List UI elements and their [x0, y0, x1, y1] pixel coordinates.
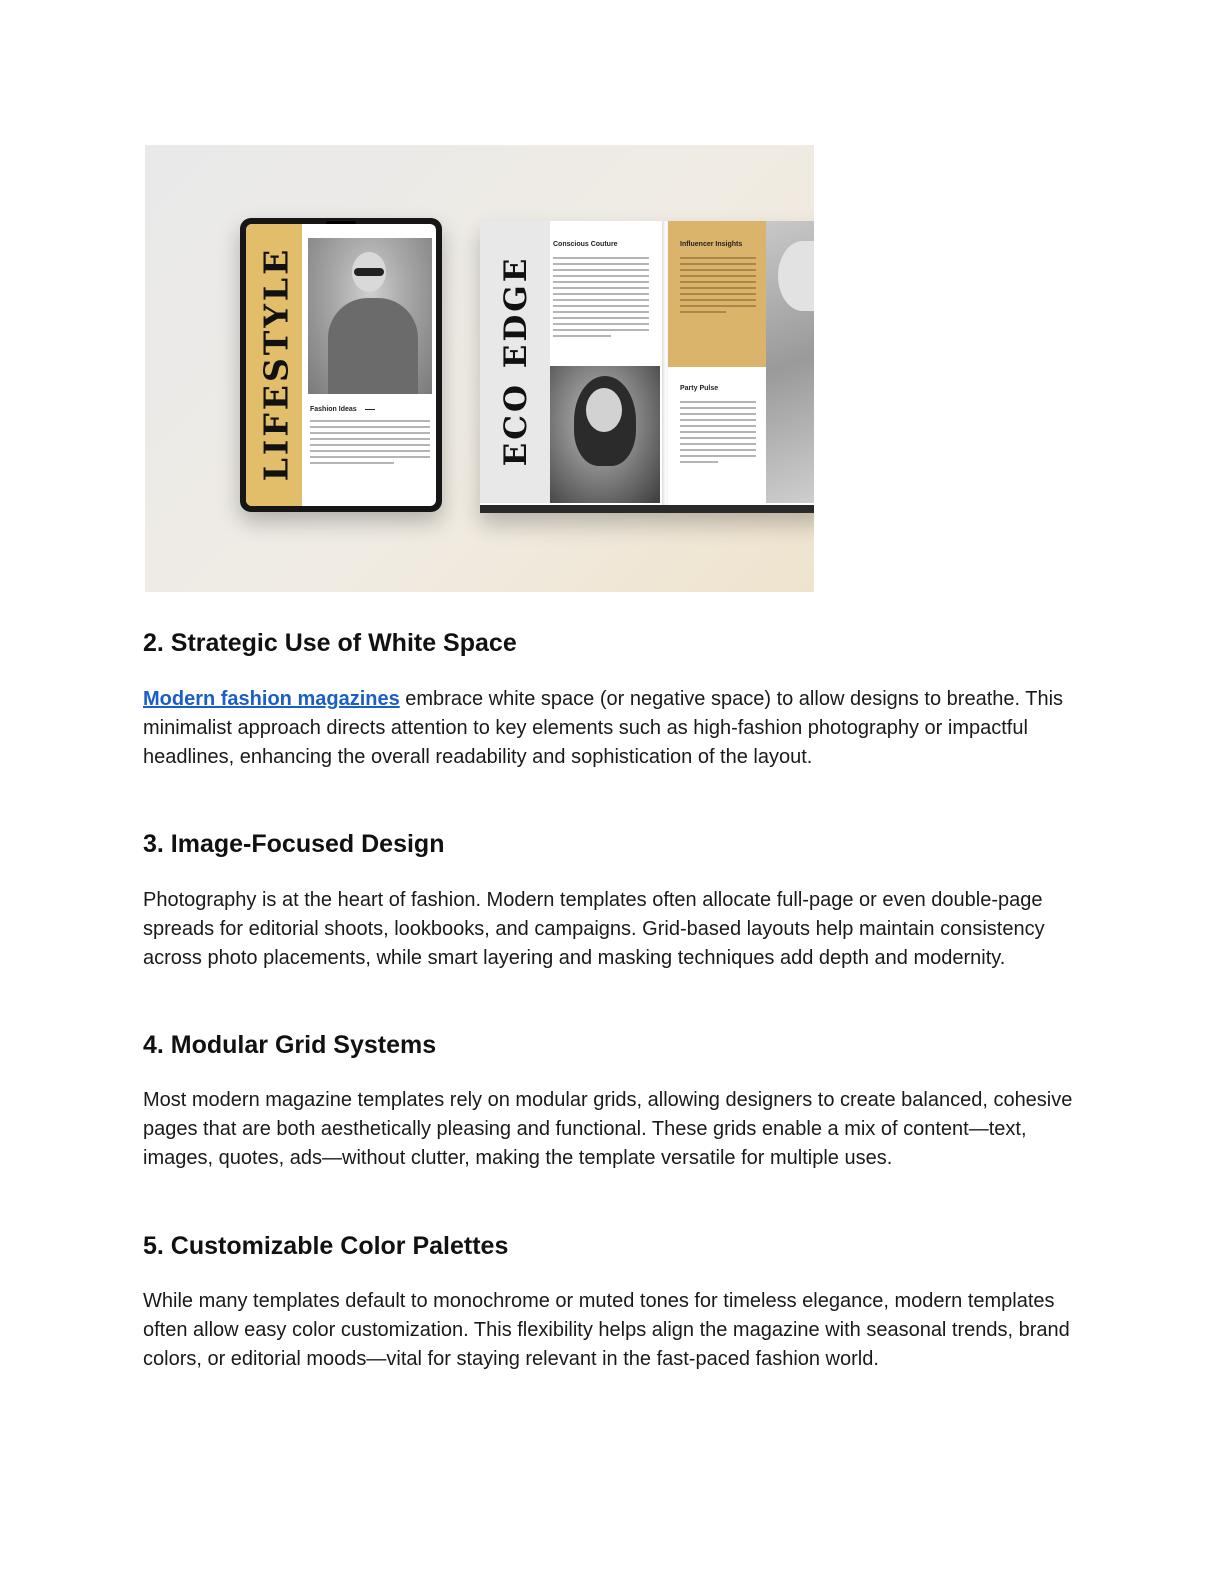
magazine-right-text-lines [680, 401, 756, 467]
section-heading-color-palettes: 5. Customizable Color Palettes [143, 1232, 509, 1260]
section-heading-image-focused: 3. Image-Focused Design [143, 830, 445, 858]
tablet-subheading: Fashion Ideas [310, 406, 375, 413]
magazine-cover-title: ECO EDGE [498, 255, 534, 467]
magazine-heading-conscious-couture: Conscious Couture [553, 241, 618, 248]
section-paragraph-modular-grid: Most modern magazine templates rely on modular grids, allowing designers to create balanced, cohesive pages that are both aesthetically pleasing and functional. These grids enable a mix of content—text, images, quotes, ads—without clutter, making the template versatile for multiple uses. [143, 1089, 1073, 1169]
tablet-body-text-lines [310, 420, 430, 468]
magazine-mockup [480, 221, 814, 513]
section-paragraph-image-focused: Photography is at the heart of fashion. Modern templates often allocate full-page or even double-page spreads for editorial shoots, lookbooks, and campaigns. Grid-based layouts help maintain consistency across photo placements, while smart layering and masking techniques add depth and modernity. [143, 889, 1045, 969]
paragraph-text: embrace white space (or negative space) to allow designs to breathe. This minimalist approach directs attention to key elements such as high-fashion photography or impactful headlines, enhancing the overall readability and sophistication of the layout. [143, 688, 1064, 768]
section-paragraph-color-palettes: While many templates default to monochrome or muted tones for timeless elegance, modern templates often allow easy color customization. This flexibility helps align the magazine with seasonal trends, brand colors, or editorial moods—vital for staying relevant in the fast-paced fashion world. [143, 1290, 1070, 1370]
magazine-right-photo [766, 221, 814, 503]
magazine-heading-influencer-insights: Influencer Insights [680, 241, 743, 248]
magazine-left-page [480, 221, 666, 511]
magazine-model-photo [550, 366, 660, 503]
magazine-bottom-strip [480, 505, 814, 513]
magazine-heading-party-pulse: Party Pulse [680, 385, 719, 392]
tablet-model-photo [308, 238, 432, 394]
tablet-cover-title: LIFESTYLE [256, 246, 296, 482]
hero-image [145, 145, 814, 592]
magazine-gold-text-lines [680, 257, 756, 317]
modern-fashion-magazines-link[interactable]: Modern fashion magazines [143, 688, 400, 710]
magazine-right-page [668, 221, 814, 511]
magazine-left-text-lines [553, 257, 649, 341]
tablet-screen [246, 224, 436, 506]
section-heading-modular-grid: 4. Modular Grid Systems [143, 1031, 437, 1059]
tablet-mockup [240, 218, 442, 512]
section-heading-white-space: 2. Strategic Use of White Space [143, 629, 517, 657]
section-paragraph-white-space [143, 685, 1078, 772]
